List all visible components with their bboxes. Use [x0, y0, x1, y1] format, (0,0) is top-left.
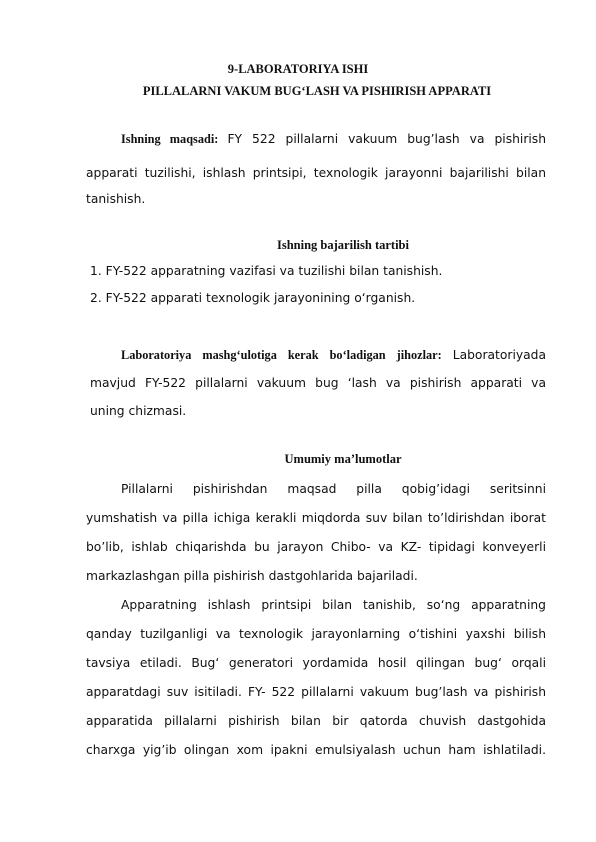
equipment-text-1: Laboratoriyada — [452, 348, 547, 362]
para2-line-1: Apparatning ishlash printsipi bilan tanishib, so‘ng apparatning — [121, 598, 546, 612]
equipment-line-1 — [121, 344, 546, 366]
purpose-text-1: FY 522 pillalarni vakuum bug’lash va pishirish — [227, 132, 546, 146]
para2-line-4: apparatdagi suv isitiladi. FY- 522 pillalarni vakuum bug’lash va pishirish — [86, 685, 546, 699]
procedure-item-2: 2. FY-522 apparati texnologik jarayonining o‘rganish. — [90, 291, 416, 305]
procedure-heading: Ishning bajarilish tartibi — [277, 238, 409, 252]
lab-number-title: 9-LABORATORIYA ISHI — [227, 62, 369, 76]
purpose-line-3: tanishish. — [86, 192, 146, 206]
purpose-line-2: apparati tuzilishi, ishlash printsipi, texnologik jarayonni bajarilishi bilan — [86, 166, 546, 180]
equipment-label: Laboratoriya mashg‘ulotiga kerak bo‘ladigan jihozlar: — [121, 348, 442, 362]
purpose-label: Ishning maqsadi: — [121, 132, 219, 146]
para1-line-3: bo’lib, ishlab chiqarishda bu jarayon Chibo- va KZ- tipidagi konveyerli — [86, 540, 546, 554]
para2-line-6: charxga yig’ib olingan xom ipakni emulsiyalash uchun ham ishlatiladi. — [86, 743, 546, 757]
equipment-line-3: uning chizmasi. — [90, 404, 187, 418]
para2-line-5: apparatida pillalarni pishirish bilan bir qatorda chuvish dastgohida — [86, 714, 546, 728]
para1-line-2: yumshatish va pilla ichiga kerakli miqdorda suv bilan to’ldirishdan iborat — [86, 511, 546, 525]
para2-line-2: qanday tuzilganligi va texnologik jarayonlarning o‘tishini yaxshi bilish — [86, 627, 546, 641]
purpose-line-1 — [121, 128, 546, 150]
general-heading: Umumiy ma’lumotlar — [284, 452, 402, 466]
equipment-line-2: mavjud FY-522 pillalarni vakuum bug ‘lash va pishirish apparati va — [90, 376, 546, 390]
lab-main-title: PILLALARNI VAKUM BUG‘LASH VA PISHIRISH APPARATI — [142, 84, 492, 98]
para1-line-4: markazlashgan pilla pishirish dastgohlarida bajariladi. — [86, 569, 418, 583]
procedure-item-1: 1. FY-522 apparatning vazifasi va tuzilishi bilan tanishish. — [90, 264, 443, 278]
para2-line-3: tavsiya etiladi. Bug‘ generatori yordamida hosil qilingan bug‘ orqali — [86, 656, 546, 670]
para1-line-1: Pillalarni pishirishdan maqsad pilla qobig’idagi seritsinni — [121, 482, 546, 496]
